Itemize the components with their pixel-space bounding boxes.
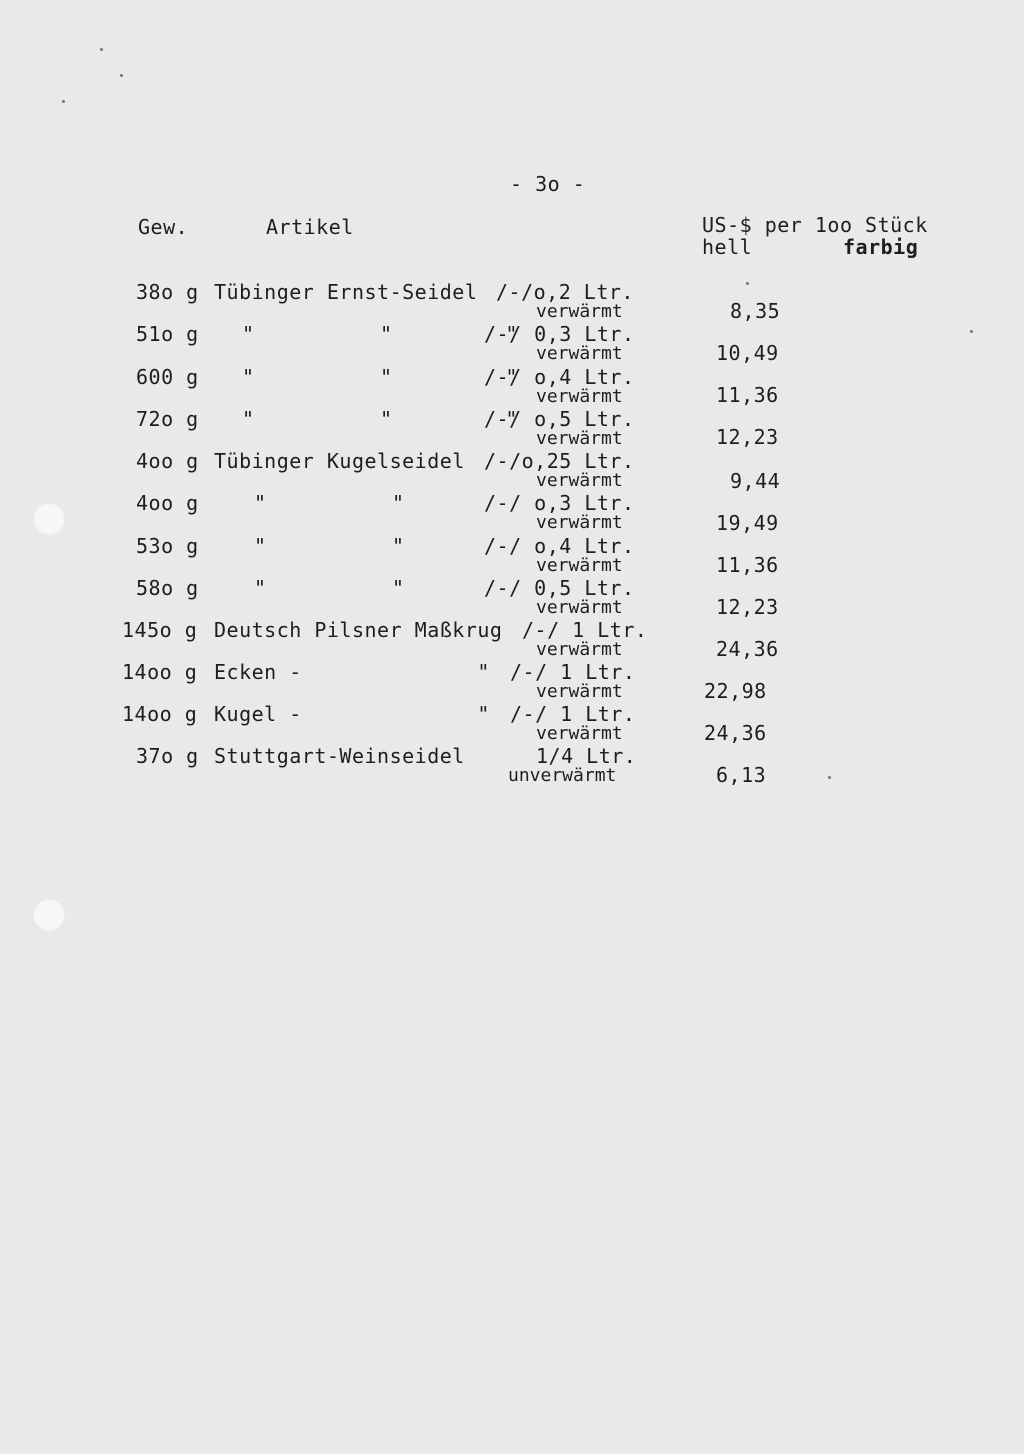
row-price: 24,36	[716, 637, 779, 661]
row-weight: 145o g	[122, 618, 198, 642]
row-article: " " "	[242, 407, 518, 431]
row-note: verwärmt	[536, 597, 623, 618]
row-article: Kugel - "	[214, 702, 490, 726]
row-volume: /-/ 0,3 Ltr.	[484, 322, 635, 346]
row-article: " "	[254, 576, 405, 600]
row-price: 24,36	[704, 721, 767, 745]
page-number: - 3o -	[510, 172, 586, 196]
row-price: 10,49	[716, 341, 779, 365]
row-volume: /-/ 0,5 Ltr.	[484, 576, 635, 600]
row-article: " " "	[242, 322, 518, 346]
row-weight: 14oo g	[122, 660, 198, 684]
row-price: 11,36	[716, 553, 779, 577]
paper-speck	[970, 330, 973, 333]
row-note: verwärmt	[536, 555, 623, 576]
row-weight: 4oo g	[136, 491, 199, 515]
row-note: verwärmt	[536, 470, 623, 491]
row-price: 11,36	[716, 383, 779, 407]
row-note: verwärmt	[536, 639, 623, 660]
row-article: Deutsch Pilsner Maßkrug	[214, 618, 503, 642]
punch-hole-lower	[32, 898, 66, 932]
row-note: verwärmt	[536, 723, 623, 744]
header-light: hell	[702, 235, 753, 259]
row-article: " "	[254, 534, 405, 558]
row-weight: 58o g	[136, 576, 199, 600]
row-volume: /-/ 1 Ltr.	[510, 660, 636, 684]
punch-hole-upper	[32, 502, 66, 536]
row-price: 12,23	[716, 595, 779, 619]
row-weight: 37o g	[136, 744, 199, 768]
row-price: 19,49	[716, 511, 779, 535]
row-price: 22,98	[704, 679, 767, 703]
row-weight: 38o g	[136, 280, 199, 304]
row-note: verwärmt	[536, 681, 623, 702]
row-article: Tübinger Kugelseidel	[214, 449, 465, 473]
row-volume: /-/ o,4 Ltr.	[484, 365, 635, 389]
row-article: " " "	[242, 365, 518, 389]
row-note: verwärmt	[536, 428, 623, 449]
row-price: 12,23	[716, 425, 779, 449]
header-article: Artikel	[266, 215, 354, 239]
row-note: verwärmt	[536, 301, 623, 322]
row-weight: 53o g	[136, 534, 199, 558]
row-price: 8,35	[730, 299, 781, 323]
row-weight: 4oo g	[136, 449, 199, 473]
row-weight: 600 g	[136, 365, 199, 389]
row-volume: /-/o,25 Ltr.	[484, 449, 635, 473]
paper-speck	[828, 776, 831, 779]
row-article: Tübinger Ernst-Seidel	[214, 280, 478, 304]
row-note: verwärmt	[536, 386, 623, 407]
row-article: Stuttgart-Weinseidel	[214, 744, 465, 768]
row-article: Ecken - "	[214, 660, 490, 684]
row-volume: /-/o,2 Ltr.	[496, 280, 634, 304]
row-note: verwärmt	[536, 512, 623, 533]
row-article: " "	[254, 491, 405, 515]
paper-speck	[746, 282, 749, 285]
row-volume: /-/ o,5 Ltr.	[484, 407, 635, 431]
row-price: 6,13	[716, 763, 767, 787]
row-volume: 1/4 Ltr.	[536, 744, 637, 768]
row-volume: /-/ o,4 Ltr.	[484, 534, 635, 558]
header-price-title: US-$ per 1oo Stück	[702, 213, 928, 237]
header-colored: farbig	[843, 235, 919, 259]
row-volume: /-/ 1 Ltr.	[510, 702, 636, 726]
row-weight: 72o g	[136, 407, 199, 431]
row-volume: /-/ o,3 Ltr.	[484, 491, 635, 515]
row-weight: 14oo g	[122, 702, 198, 726]
row-volume: /-/ 1 Ltr.	[522, 618, 648, 642]
row-weight: 51o g	[136, 322, 199, 346]
paper-speck	[120, 74, 123, 77]
row-note: verwärmt	[536, 343, 623, 364]
row-price: 9,44	[730, 469, 781, 493]
paper-speck	[62, 100, 65, 103]
header-weight: Gew.	[138, 215, 189, 239]
row-note: unverwärmt	[508, 765, 617, 786]
paper-speck	[100, 48, 103, 51]
